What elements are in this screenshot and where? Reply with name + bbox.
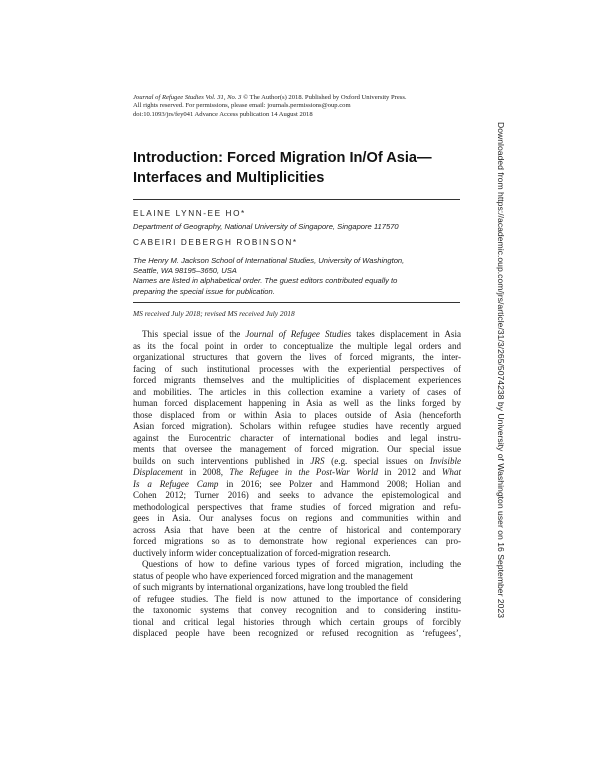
- article-body: [133, 329, 461, 640]
- body-line: as its the focal point in order to conceptualize the multiple legal orders and: [133, 340, 461, 351]
- body-line: displaced people have been recognized or refused recognition as ‘refugees’,: [133, 628, 461, 638]
- body-line: ments that oversee the management of forced migration. Our special issue: [133, 444, 461, 454]
- download-watermark-text: Downloaded from https://academic.oup.com/jrs/article/31/3/265/5074238 by University of Washington user on 16 September 2023: [496, 122, 506, 619]
- body-line: of such migrants by international organizations, have long troubled the field: [133, 582, 408, 592]
- header-doi: doi:10.1093/jrs/fey041 Advance Access publication 14 August 2018: [133, 110, 313, 118]
- article-title: Introduction: Forced Migration In/Of Asia— Interfaces and Multiplicities: [133, 150, 432, 186]
- body-line: ductively inform wider conceptualization of forced-migration research.: [133, 547, 391, 558]
- author-name-2: CABEIRI DEBERGH ROBINSON*: [133, 238, 298, 247]
- received-dates: MS received July 2018; revised MS received July 2018: [133, 309, 295, 318]
- body-line: against the Eurocentric character of international bodies and legal instru-: [133, 432, 461, 443]
- body-line: of refugee studies. The field is now attuned to the importance of considering: [133, 593, 461, 604]
- body-line: status of people who have experienced forced migration and the management: [133, 570, 413, 581]
- body-line: tional and critical legal histories through which certain groups of forcibly: [133, 616, 461, 627]
- body-line: builds on such interventions published in JRS (e.g. special issues on Invisible: [133, 455, 461, 466]
- body-line: the taxonomic systems that convey recognition and to considering institu-: [133, 605, 461, 615]
- body-line: organizational structures that govern the lives of forced migrants, the inter-: [133, 352, 461, 362]
- header-rights: All rights reserved. For permissions, please email: journals.permissions@oup.com: [133, 102, 351, 110]
- body-line: forced migrants themselves and the multiplicities of displacement experiences: [133, 375, 461, 385]
- title-rule: [133, 199, 460, 200]
- journal-header: [133, 94, 473, 119]
- body-line: Is a Refugee Camp in 2016; see Polzer and Hammond 2008; Holian and: [133, 478, 461, 489]
- author-name-1: ELAINE LYNN-EE HO*: [133, 209, 246, 218]
- authors-rule: [133, 302, 460, 303]
- download-watermark: [494, 122, 506, 642]
- body-line: Questions of how to define various types of forced migration, including the: [142, 559, 461, 569]
- body-line: facing of such institutional processes with the experiential perspectives of: [133, 363, 461, 374]
- author-affiliation-2: The Henry M. Jackson School of International Studies, University of Washington, Seattle, WA 98195–3650, USA Names are listed in alphabetical order. The guest editors contributed equally to preparing the special issue for publication.: [133, 256, 405, 296]
- body-line: forced migrations so as to demonstrate how regional experiences can pro-: [133, 536, 461, 546]
- body-line: Displacement in 2008, The Refugee in the Post-War World in 2012 and What: [133, 467, 461, 477]
- body-line: gees in Asia. Our analyses focus on regions and communities within and: [133, 513, 461, 523]
- body-line: Asian forced migration). Scholars within refugee studies have recently argued: [133, 421, 461, 431]
- body-line: human forced displacement happening in Asia as well as the links forged by: [133, 398, 461, 408]
- body-line: Cohen 2012; Turner 2016) and seeks to advance the epistemological and: [133, 490, 461, 500]
- header-citation: Journal of Refugee Studies Vol. 31, No. 3 © The Author(s) 2018. Published by Oxford University Press.: [133, 94, 407, 101]
- body-line: methodological perspectives that frame studies of forced migration and refu-: [133, 501, 461, 512]
- body-line: and mobilities. The articles in this collection examine a variety of cases of: [133, 386, 461, 397]
- body-line: across Asia that have been at the centre of historical and contemporary: [133, 524, 461, 535]
- body-line: This special issue of the Journal of Refugee Studies takes displacement in Asia: [142, 329, 461, 339]
- body-line: those displaced from or within Asia to places outside of Asia (henceforth: [133, 409, 461, 420]
- author-affiliation-1: Department of Geography, National University of Singapore, Singapore 117570: [133, 222, 399, 231]
